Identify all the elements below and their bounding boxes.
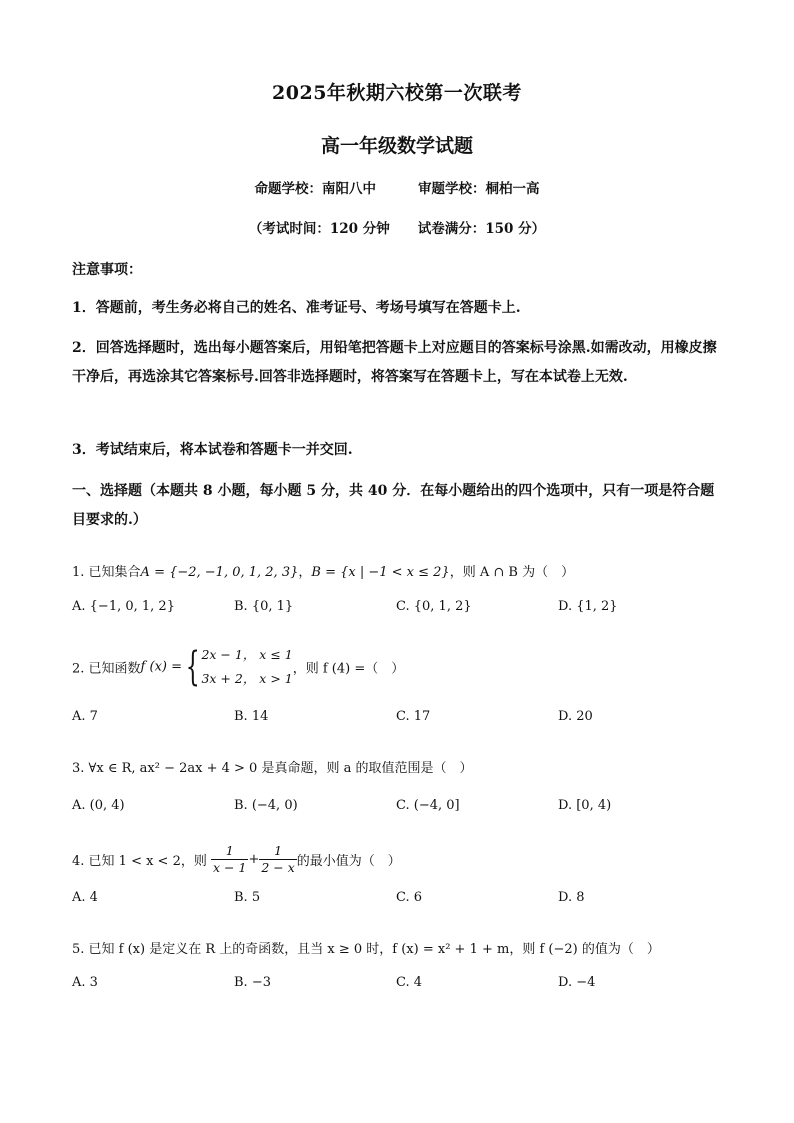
exam-full-score: 试卷满分：150 分）: [417, 221, 546, 237]
notice-item-1: 1．答题前，考生务必将自己的姓名、准考证号、考场号填写在答题卡上.: [72, 300, 521, 316]
question-2-suffix: ，则 f (4) =（ ）: [292, 661, 405, 677]
notice-item-2: 2．回答选择题时，选出每小题答案后，用铅笔把答题卡上对应题目的答案标号涂黑.如需改动，用橡皮擦干净后，再选涂其它答案标号.回答非选择题时，将答案写在答题卡上，写在本试卷上无效.: [72, 340, 717, 385]
question-5-option-a[interactable]: A. 3: [72, 975, 98, 990]
question-3-option-d[interactable]: D. [0, 4): [558, 798, 612, 813]
question-2-stem: [72, 643, 404, 691]
question-3-option-c[interactable]: C. (−4, 0]: [396, 798, 460, 813]
question-5-option-b[interactable]: B. −3: [234, 975, 271, 990]
question-4-option-d[interactable]: D. 8: [558, 890, 585, 905]
question-1-suffix: ，则 A ∩ B 为（ ）: [449, 565, 575, 580]
question-2-case-1: 2x − 1， x ≤ 1: [201, 647, 293, 662]
question-2-option-b[interactable]: B. 14: [234, 709, 269, 724]
notice-heading: 注意事项：: [72, 262, 142, 278]
question-2-option-d[interactable]: D. 20: [558, 709, 593, 724]
question-3-option-b[interactable]: B. (−4, 0): [234, 798, 298, 813]
question-1-option-a[interactable]: A. {−1, 0, 1, 2}: [72, 599, 175, 614]
question-4-fraction-2: [259, 843, 296, 876]
question-1-set-a: A = {−2, −1, 0, 1, 2, 3}: [140, 565, 299, 580]
question-2-option-a[interactable]: A. 7: [72, 709, 98, 724]
question-5-option-d[interactable]: D. −4: [558, 975, 596, 990]
question-4-suffix: 的最小值为（ ）: [296, 854, 401, 869]
question-3-option-a[interactable]: A. (0, 4): [72, 798, 125, 813]
fraction-2-numerator: 1: [259, 843, 296, 860]
setter-school: 命题学校：南阳八中: [254, 181, 376, 197]
question-2-case-2: 3x + 2， x > 1: [201, 671, 293, 686]
question-1-set-b: B = {x | −1 < x ≤ 2}: [311, 565, 450, 580]
question-1-comma: ，: [298, 565, 312, 580]
question-2-prefix: 2. 已知函数: [72, 661, 141, 677]
question-4-option-a[interactable]: A. 4: [72, 890, 98, 905]
section-heading: 一、选择题（本题共 8 小题，每小题 5 分，共 40 分．在每小题给出的四个选项中，只有一项是符合题目要求的.）: [72, 483, 715, 528]
notice-item-3: 3．考试结束后，将本试卷和答题卡一并交回.: [72, 442, 353, 458]
fraction-1-numerator: 1: [211, 843, 248, 860]
question-1-option-c[interactable]: C. {0, 1, 2}: [396, 599, 472, 614]
question-2-cases: [201, 643, 292, 691]
question-2-function: f (x) =: [140, 659, 182, 675]
question-5-stem: 5. 已知 f (x) 是定义在 R 上的奇函数，且当 x ≥ 0 时，f (x) = x² + 1 + m，则 f (−2) 的值为（ ）: [72, 942, 660, 957]
question-1-option-d[interactable]: D. {1, 2}: [558, 599, 618, 614]
question-4-option-c[interactable]: C. 6: [396, 890, 423, 905]
exam-time-info: [0, 217, 794, 237]
question-2-option-c[interactable]: C. 17: [396, 709, 431, 724]
question-4-stem: [72, 843, 401, 876]
school-info: [0, 177, 794, 197]
fraction-2-denominator: 2 − x: [261, 860, 295, 875]
question-1-stem: [72, 561, 574, 580]
question-4-plus: +: [248, 852, 260, 867]
question-1-option-b[interactable]: B. {0, 1}: [234, 599, 294, 614]
fraction-1-denominator: x − 1: [213, 860, 247, 875]
exam-duration: （考试时间：120 分钟: [248, 221, 390, 237]
question-3-stem: 3. ∀x ∈ R, ax² − 2ax + 4 > 0 是真命题，则 a 的取值范围是（ ）: [72, 761, 473, 776]
left-brace-icon: {: [185, 644, 200, 690]
exam-subtitle: 高一年级数学试题: [320, 135, 473, 157]
question-5-option-c[interactable]: C. 4: [396, 975, 423, 990]
exam-title: 2025年秋期六校第一次联考: [272, 82, 522, 104]
reviewer-school: 审题学校：桐柏一高: [418, 181, 540, 197]
question-1-prefix: 1. 已知集合: [72, 565, 141, 580]
question-4-fraction-1: [211, 843, 248, 876]
question-4-prefix: 4. 已知 1 < x < 2，则: [72, 854, 207, 869]
question-4-option-b[interactable]: B. 5: [234, 890, 261, 905]
